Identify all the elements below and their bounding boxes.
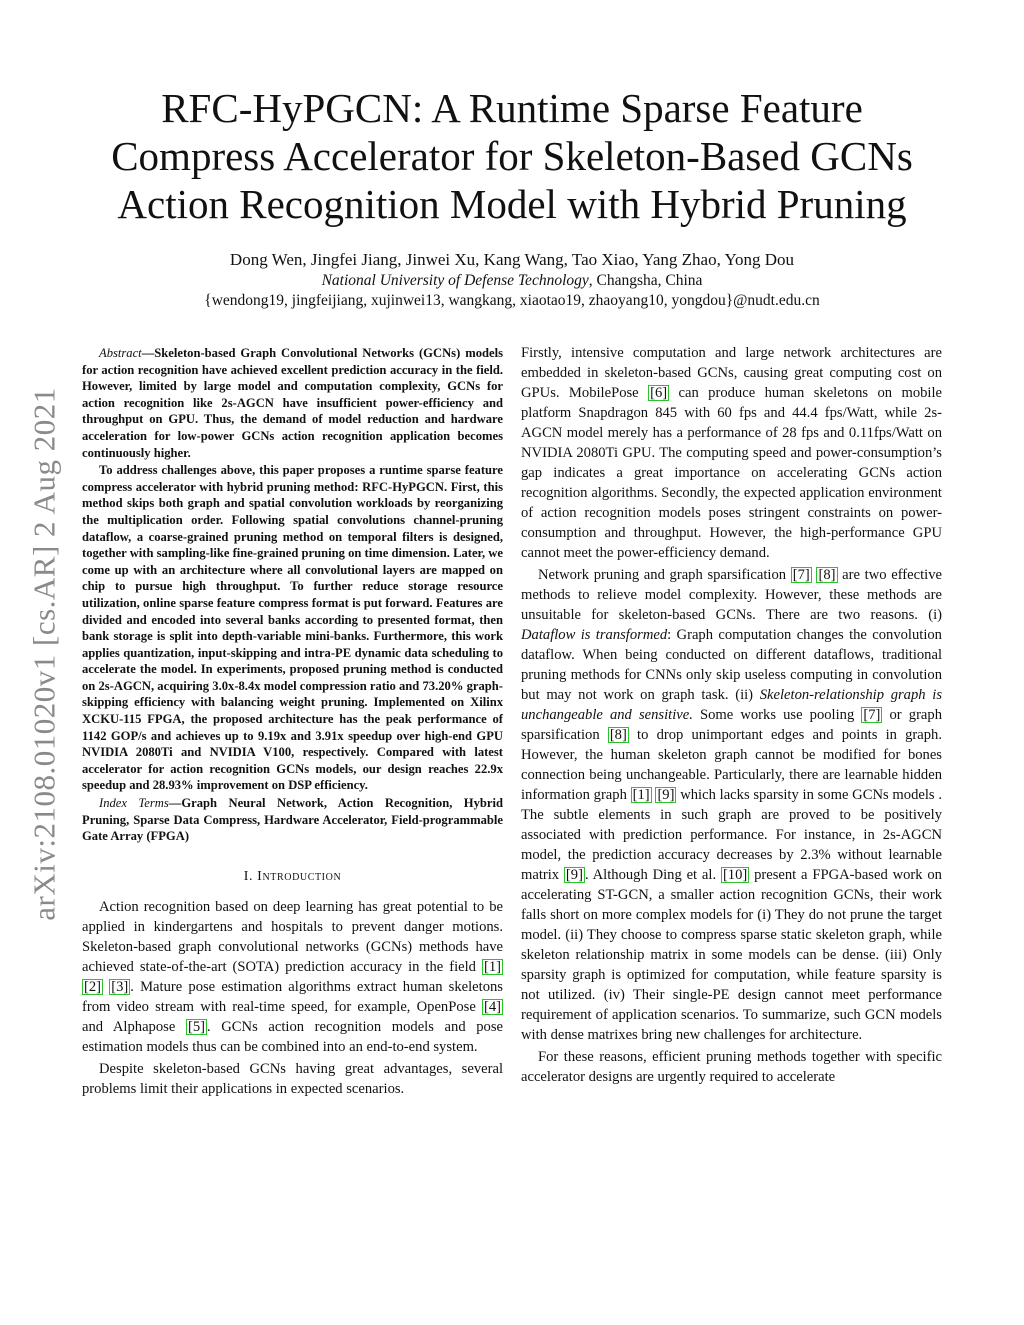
index-terms-text: —Graph Neural Network, Action Recognition, Hybrid Pruning, Sparse Data Compress, Hardware Accelerator, Field-programmable Gate Array (FPGA) <box>82 796 503 844</box>
body-text: present a FPGA-based work on accelerating ST-GCN, a smaller action recognition GCNs, their work falls short on more complex models for (i) They do not prune the target model. (ii) They choose to compress sparse static skeleton graph, while skeleton relationship matrix in some models can be dense. (iii) Only sparsity graph is optimized for computation, while feature sparsity is not utilized. (iv) Their single-PE design cannot meet performance requirement of application scenarios. To summarize, such GCN models with dense matrixes bring new challenges for architecture. <box>521 867 942 1043</box>
citation-link[interactable]: [9] <box>657 787 675 803</box>
left-column <box>82 345 503 1099</box>
abstract-text-1: —Skeleton-based Graph Convolutional Networks (GCNs) models for action recognition have achieved excellent prediction accuracy in the field. However, limited by large model and computation complexity, GCNs for action recognition like 2s-AGCN have insufficient power-efficiency and throughput on GPU. Thus, the demand of model reduction and hardware acceleration for low-power GCNs action recognition application becomes continuously higher. <box>82 346 503 460</box>
right-paragraph-3: For these reasons, efficient pruning methods together with specific accelerator designs are urgently required to accelerate <box>521 1049 942 1085</box>
institution-location: , Changsha, China <box>588 272 703 289</box>
right-paragraph-1 <box>521 343 942 563</box>
citation-link[interactable]: [3] <box>111 978 129 995</box>
body-text: to drop unimportant edges and points in graph. However, the human skeleton graph cannot be modified for bones connection being unchangeable. Particularly, there are learnable hidden information graph <box>521 727 942 803</box>
citation-link[interactable]: [7] <box>863 707 881 723</box>
title-line-3: Action Recognition Model with Hybrid Pruning <box>117 181 907 227</box>
institution-name: National University of Defense Technology <box>321 272 589 289</box>
abstract-paragraph-2: To address challenges above, this paper proposes a runtime sparse feature compress accelerator with hybrid pruning method: RFC-HyPGCN. First, this method skips both graph and spatial convolution workloads by reorganizing the multiplication order. Following spatial convolutions channel-pruning dataflow, a coarse-grained pruning method on temporal filters is designed, together with sampling-like fine-grained pruning on time dimension. Later, we come up with an architecture where all convolutional layers are mapped on chip to pursue high throughput. To further reduce storage resource utilization, online sparse feature compress format is put forward. Features are divided and encoded into several banks according to presented format, then bank storage is split into depth-variable mini-banks. Furthermore, this work applies quantization, input-skipping and intra-PE dynamic data scheduling to accelerate the model. In experiments, proposed pruning method is conducted on 2s-AGCN, acquiring 3.0x-8.4x model compression ratio and 73.20% graph-skipping efficiency with balancing weight pruning. Implemented on Xilinx XCKU-115 FPGA, the proposed architecture has the peak performance of 1142 GOP/s and achieves up to 9.19x and 3.91x speedup over high-end GPU NVIDIA 2080Ti and NVIDIA V100, respectively. Compared with latest accelerator for action recognition GCNs models, our design reaches 22.9x speedup and 28.93% improvement on DSP efficiency. <box>82 463 503 793</box>
body-text: Some works use pooling <box>692 707 862 723</box>
intro-text: and Alphapose <box>82 1018 186 1035</box>
citation-link[interactable]: [6] <box>650 385 668 401</box>
body-text: : Graph computation changes the convolution dataflow. When being conducted on different dataflows, traditional pruning methods for CNNs only skip useless computing in convolution but may not work on graph task. (ii) <box>521 627 942 703</box>
title-line-2: Compress Accelerator for Skeleton-Based GCNs <box>111 133 913 179</box>
paper-title <box>60 84 964 228</box>
intro-text: . GCNs action recognition models and pose estimation models thus can be combined into an end-to-end system. <box>82 1018 503 1055</box>
citation-link[interactable]: [1] <box>483 958 501 975</box>
intro-text: . Mature pose estimation algorithms extract human skeletons from video stream with real-time speed, for example, OpenPose <box>82 978 503 1015</box>
citation-link[interactable]: [8] <box>609 727 627 743</box>
emphasis-text: Dataflow is transformed <box>521 627 668 643</box>
citation-link[interactable]: [4] <box>483 998 501 1015</box>
citation-link[interactable]: [1] <box>632 787 650 803</box>
abstract-paragraph-1 <box>82 345 503 461</box>
index-terms <box>82 795 503 845</box>
citation-link[interactable]: [7] <box>792 567 810 583</box>
intro-paragraph-2: Despite skeleton-based GCNs having great advantages, several problems limit their applications in expected scenarios. <box>82 1060 503 1097</box>
body-text: or graph sparsification <box>521 707 943 743</box>
body-text: can produce human skeletons on mobile platform Snapdragon 845 with 60 fps and 44.4 fps/Watt, while 2s-AGCN model merely has a performance of 28 fps and 0.11fps/Watt on NVIDIA 2080Ti GPU. The computing speed and power-consumption’s gap indicates a great importance on accelerating GCNs action recognition algorithms. Secondly, the expected application environment of action recognition models poses stringent constraints on power-consumption and throughput. However, the high-performance GPU cannot meet the power-efficiency demand. <box>521 385 942 561</box>
index-terms-lead: Index Terms <box>99 796 169 811</box>
body-text: Network pruning and graph sparsification <box>538 567 791 583</box>
citation-link[interactable]: [8] <box>818 567 836 583</box>
section-heading-introduction: I. Introduction <box>243 868 342 884</box>
author-emails: {wendong19, jingfeijiang, xujinwei13, wangkang, xiaotao19, zhaoyang10, yongdou}@nudt.edu.cn <box>204 292 820 309</box>
author-list: Dong Wen, Jingfei Jiang, Jinwei Xu, Kang Wang, Tao Xiao, Yang Zhao, Yong Dou <box>229 250 795 269</box>
body-text: are two effective methods to relieve model complexity. However, these methods are unsuitable for skeleton-based GCNs. There are two reasons. (i) <box>521 567 942 623</box>
citation-link[interactable]: [10] <box>722 867 748 883</box>
right-paragraph-2 <box>521 565 942 1045</box>
emphasis-text: Skeleton-relationship graph is unchangeable and sensitive. <box>521 687 942 723</box>
citation-link[interactable]: [2] <box>84 978 102 995</box>
citation-link[interactable]: [5] <box>187 1018 205 1035</box>
arxiv-identifier-text: arXiv:2108.01020v1 [cs.AR] 2 Aug 2021 <box>27 387 62 921</box>
intro-text: Action recognition based on deep learning has great potential to be applied in kindergartens and hospitals to prevent danger motions. Skeleton-based graph convolutional networks (GCNs) methods have achieved state-of-the-art (SOTA) prediction accuracy in the field <box>82 898 503 975</box>
right-column <box>521 343 942 1087</box>
intro-paragraph-1 <box>82 897 503 1057</box>
affiliation <box>60 271 964 291</box>
body-text: which lacks sparsity in some GCNs models . The subtle elements in such graph are proved to be positively associated with prediction performance. For instance, in 2s-AGCN model, the prediction accuracy decreases by 2.3% without learnable matrix <box>521 787 942 883</box>
body-text: . Although Ding et al. <box>584 867 721 883</box>
arxiv-identifier-stamp <box>10 348 80 960</box>
citation-link[interactable]: [9] <box>565 867 583 883</box>
title-line-1: RFC-HyPGCN: A Runtime Sparse Feature <box>161 85 863 131</box>
body-text: Firstly, intensive computation and large network architectures are embedded in skeleton-based GCNs, causing great computing cost on GPUs. MobilePose <box>521 345 942 401</box>
abstract-lead: Abstract <box>99 346 142 360</box>
